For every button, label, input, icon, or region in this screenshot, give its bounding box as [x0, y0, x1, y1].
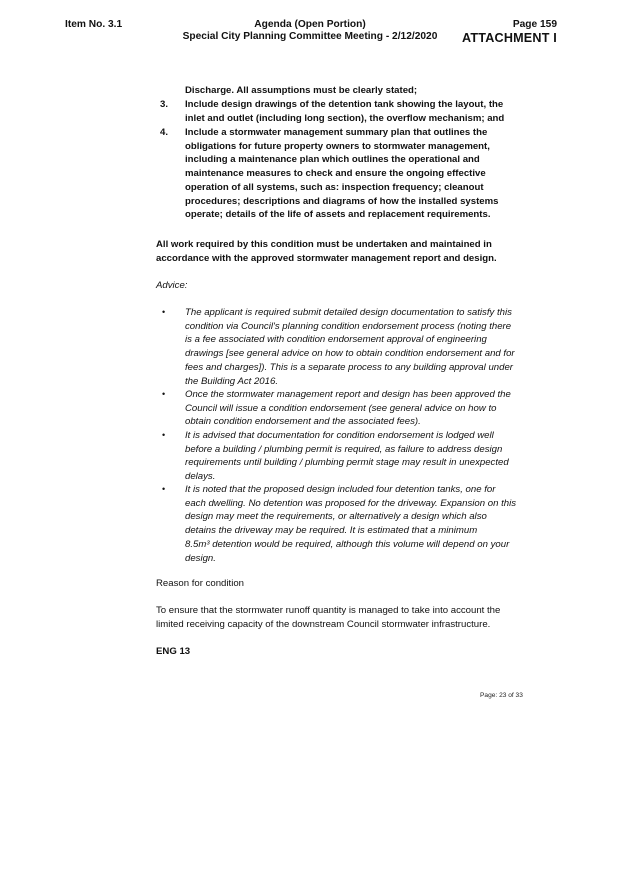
paragraph-line: To ensure that the stormwater runoff quantity is managed to take into account the	[156, 605, 501, 616]
advice-line: Once the stormwater management report and design has been approved the	[185, 389, 511, 400]
advice-bullet-4	[185, 483, 525, 565]
list-item-line: inlet and outlet (including long section), the overflow mechanism; and	[185, 112, 505, 124]
advice-bullet-2	[185, 388, 525, 429]
advice-line: delays.	[185, 471, 216, 483]
page-footer: Page: 23 of 33	[480, 692, 523, 699]
advice-line: design may meet the requirements, or alternatively a design which also	[185, 511, 487, 523]
advice-line: is a fee associated with condition endorsement approval of engineering	[185, 334, 487, 346]
advice-line: fees and charges]). This is a separate process to any building approval under	[185, 361, 513, 373]
list-item-line: maintenance measures to check and ensure the ongoing effective	[185, 168, 486, 180]
advice-bullet-1	[185, 306, 525, 388]
advice-line: 8.5m³ detention would be required, although this volume will depend on your	[185, 538, 510, 550]
list-item-line: obligations for future property owners to stormwater management,	[185, 140, 490, 152]
advice-line: the Building Act 2016.	[185, 375, 278, 387]
advice-line: The applicant is required submit detailed design documentation to satisfy this	[185, 307, 512, 318]
attachment-label: ATTACHMENT I	[462, 31, 557, 45]
list-item-line: operation of all systems, such as: inspection frequency; cleanout	[185, 181, 484, 193]
list-item-3	[185, 98, 525, 125]
bullet-icon: •	[162, 484, 166, 494]
meeting-title: Special City Planning Committee Meeting - 2/12/2020	[182, 31, 438, 42]
bullet-icon: •	[162, 307, 166, 317]
paragraph-line: All work required by this condition must be undertaken and maintained in	[156, 239, 492, 250]
list-item-4	[185, 126, 525, 222]
paragraph-line: accordance with the approved stormwater management report and design.	[156, 252, 497, 264]
paragraph-line: limited receiving capacity of the downstream Council stormwater infrastructure.	[156, 618, 491, 630]
advice-line: obtain condition endorsement and the associated fees).	[185, 416, 421, 428]
item-number: Item No. 3.1	[65, 19, 123, 30]
advice-line: condition via Council's planning condition endorsement process (noting there	[185, 320, 512, 332]
list-item-line: including a maintenance plan which outlines the operational and	[185, 154, 480, 166]
advice-line: Council will issue a condition endorsement (see general advice on how to	[185, 402, 497, 414]
advice-line: It is advised that documentation for condition endorsement is lodged well	[185, 430, 494, 441]
list-number-4: 4.	[160, 127, 169, 138]
advice-heading: Advice:	[156, 280, 188, 291]
advice-bullet-3	[185, 429, 525, 484]
reason-heading: Reason for condition	[156, 578, 244, 589]
advice-line: drawings [see general advice on how to obtain condition endorsement and for	[185, 348, 515, 360]
advice-line: before a building / plumbing permit is required, as failure to address design	[185, 443, 503, 455]
advice-line: It is noted that the proposed design included four detention tanks, one for	[185, 484, 496, 495]
advice-line: detains the driveway may be required. It is estimated that a minimum	[185, 525, 478, 537]
list-number-3: 3.	[160, 99, 169, 110]
list-continued-text: Discharge. All assumptions must be clearly stated;	[185, 85, 418, 96]
agenda-header	[150, 19, 470, 43]
condition-paragraph	[156, 238, 526, 265]
list-item-line: Include design drawings of the detention tank showing the layout, the	[185, 99, 504, 110]
page-number: Page 159	[512, 19, 557, 30]
list-item-line: procedures; descriptions and diagrams of how the installed systems	[185, 195, 499, 207]
list-item-line: operate; details of the life of assets and replacement requirements.	[185, 209, 491, 221]
advice-line: each dwelling. No detention was proposed for the driveway. Expansion on this	[185, 497, 517, 509]
bullet-icon: •	[162, 430, 166, 440]
bullet-icon: •	[162, 389, 166, 399]
reason-paragraph	[156, 604, 526, 631]
section-heading: ENG 13	[156, 646, 191, 657]
advice-line: design.	[185, 552, 216, 564]
list-item-line: Include a stormwater management summary plan that outlines the	[185, 127, 488, 138]
advice-line: requirements until building / plumbing permit stage may result in unexpected	[185, 457, 509, 469]
agenda-title: Agenda (Open Portion)	[254, 19, 366, 30]
